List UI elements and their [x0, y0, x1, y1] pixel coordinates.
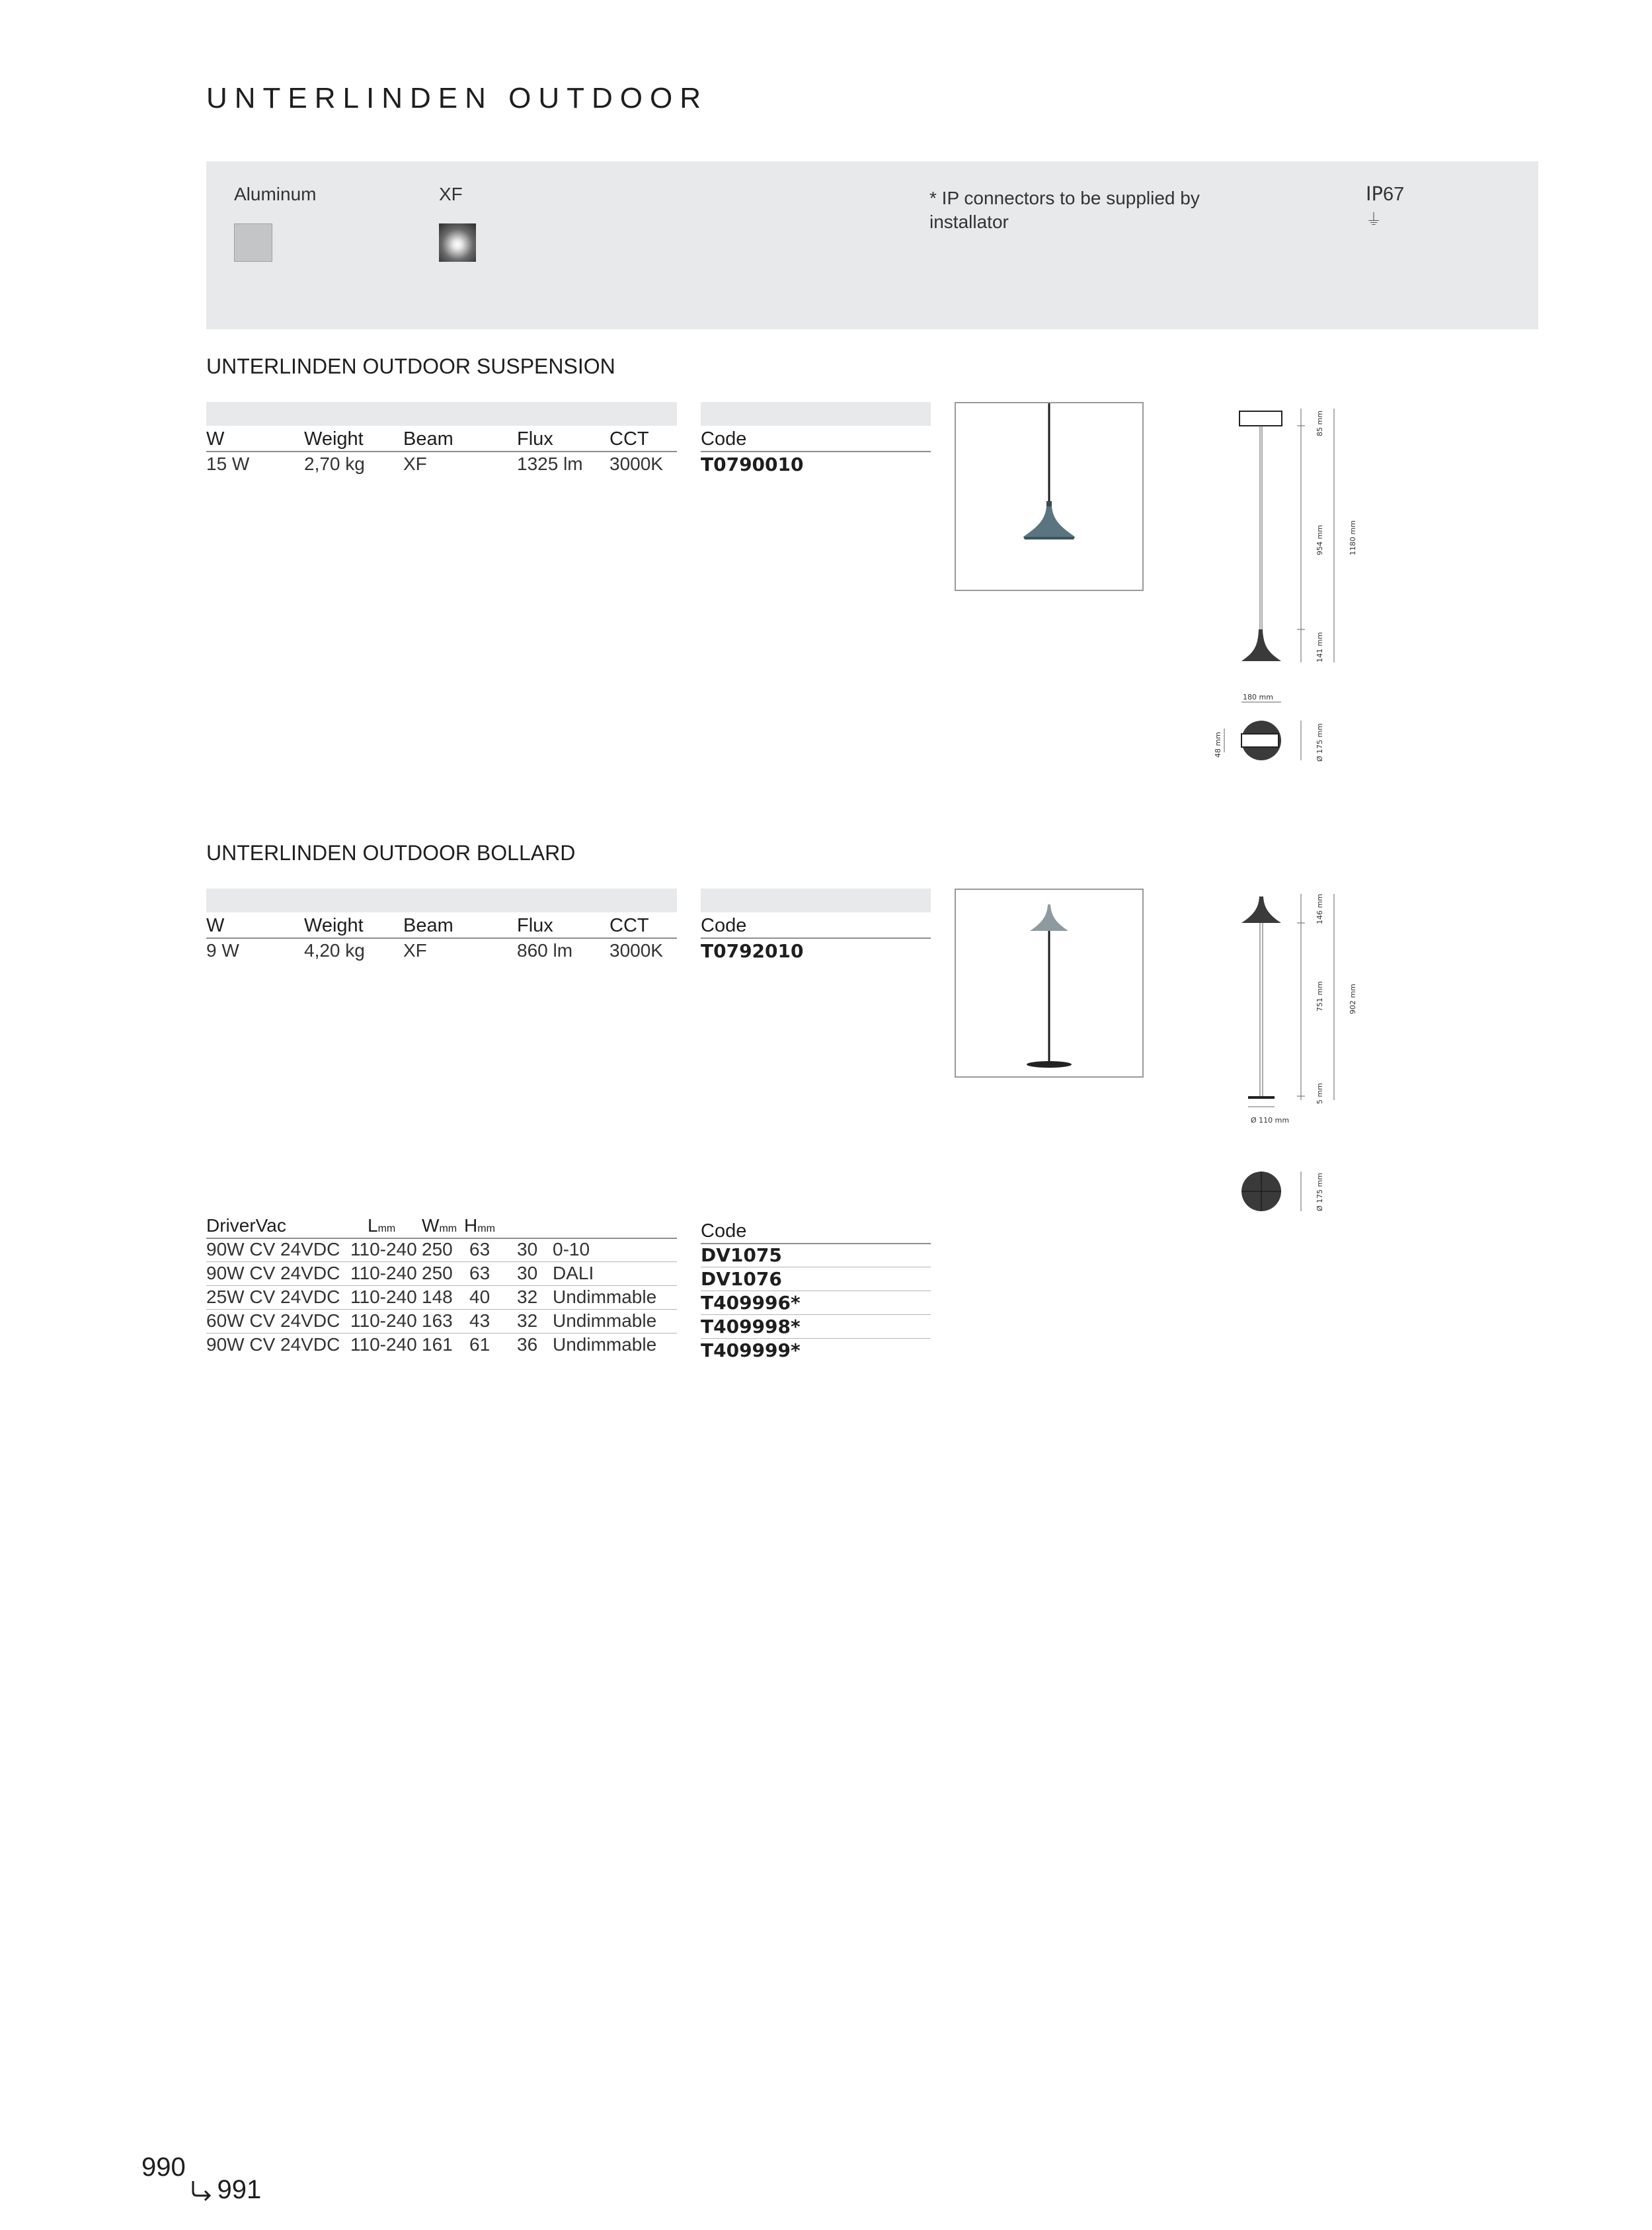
- driver-w: 63: [469, 1239, 491, 1259]
- header-w: W: [206, 428, 225, 450]
- driver-row-divider: [206, 1285, 677, 1286]
- return-arrow-icon: [188, 2177, 214, 2204]
- header-flux: Flux: [517, 915, 553, 936]
- header-beam: Beam: [403, 428, 453, 450]
- driver-header-l-label: L: [368, 1215, 378, 1236]
- bollard-flux: 860 lm: [517, 940, 573, 961]
- page-number: 990: [141, 2153, 186, 2182]
- driver-name: 90W CV 24VDC: [206, 1334, 340, 1355]
- ip-prefix: IP: [1366, 182, 1384, 205]
- driver-vac: 110-240: [350, 1334, 417, 1355]
- header-cct: CCT: [610, 428, 649, 450]
- driver-header-h-label: H: [464, 1215, 478, 1236]
- driver-l: 250: [422, 1263, 453, 1283]
- suspension-code-bar: [701, 402, 931, 426]
- bollard-beam: XF: [403, 940, 427, 961]
- xf-optic-icon: [439, 223, 476, 262]
- driver-w: 61: [469, 1334, 491, 1355]
- driver-header-l: [368, 1215, 395, 1236]
- header-code: Code: [701, 428, 747, 450]
- dim-top: 85 mm: [1316, 411, 1324, 436]
- bollard-rule: [206, 937, 677, 939]
- driver-row-divider: [206, 1261, 677, 1262]
- dim-stem: 751 mm: [1316, 981, 1324, 1012]
- suspension-code-rule: [701, 451, 931, 452]
- header-weight: Weight: [304, 915, 364, 936]
- suspension-flux: 1325 lm: [517, 454, 583, 474]
- bollard-table-bar: [206, 889, 677, 912]
- dim-stem: 954 mm: [1316, 525, 1324, 555]
- driver-dimming: Undimmable: [553, 1334, 657, 1355]
- driver-row-divider: [206, 1333, 677, 1334]
- page-title: UNTERLINDEN OUTDOOR: [206, 82, 709, 114]
- header-flux: Flux: [517, 428, 553, 450]
- suspension-dimension-drawing: [1190, 397, 1375, 774]
- suspension-rule: [206, 451, 677, 452]
- suspension-beam: XF: [403, 454, 427, 474]
- driver-w: 40: [469, 1287, 491, 1307]
- driver-vac: 110-240: [350, 1239, 417, 1259]
- bollard-weight: 4,20 kg: [304, 940, 365, 961]
- driver-l: 250: [422, 1239, 453, 1259]
- driver-code-divider: [701, 1314, 931, 1315]
- driver-name: 25W CV 24VDC: [206, 1287, 340, 1307]
- driver-header-h-unit: mm: [477, 1223, 495, 1234]
- driver-row-divider: [206, 1309, 677, 1310]
- dim-total: 1180 mm: [1349, 520, 1357, 555]
- bollard-cct: 3000K: [610, 940, 663, 961]
- bollard-product-image: [955, 889, 1144, 1078]
- dim-shade: 146 mm: [1316, 894, 1324, 924]
- driver-header-w: [422, 1215, 457, 1236]
- suspension-weight: 2,70 kg: [304, 454, 365, 474]
- driver-l: 148: [422, 1287, 453, 1307]
- header-beam: Beam: [403, 915, 453, 936]
- driver-h: 32: [517, 1310, 538, 1331]
- ip-value: 67: [1383, 184, 1405, 205]
- driver-l: 161: [422, 1334, 453, 1355]
- driver-l: 163: [422, 1310, 453, 1331]
- driver-vac: 110-240: [350, 1310, 417, 1331]
- finish-label: Aluminum: [234, 184, 317, 204]
- driver-code: DV1075: [701, 1244, 782, 1266]
- bollard-code: T0792010: [701, 940, 804, 962]
- bollard-lamp-icon: [956, 890, 1142, 1076]
- driver-header-w-label: W: [422, 1215, 440, 1236]
- dim-canopy: 180 mm: [1243, 693, 1273, 701]
- driver-h: 30: [517, 1263, 538, 1283]
- class-symbol-icon: ⏚: [1366, 211, 1382, 229]
- dim-base-diameter: Ø 110 mm: [1251, 1116, 1290, 1125]
- driver-h: 32: [517, 1287, 538, 1307]
- driver-h: 30: [517, 1239, 538, 1259]
- driver-dimming: DALI: [553, 1263, 594, 1283]
- driver-name: 90W CV 24VDC: [206, 1263, 340, 1283]
- driver-dimming: 0-10: [553, 1239, 590, 1259]
- finish-info-panel: [206, 161, 1538, 329]
- driver-header-name: DriverVac: [206, 1215, 286, 1236]
- bollard-title: UNTERLINDEN OUTDOOR BOLLARD: [206, 841, 576, 865]
- ip-note: * IP connectors to be supplied by installator: [929, 188, 1200, 232]
- next-page-number: 991: [217, 2175, 262, 2204]
- driver-header-l-unit: mm: [377, 1223, 396, 1234]
- driver-w: 63: [469, 1263, 491, 1283]
- header-w: W: [206, 915, 225, 936]
- bollard-code-rule: [701, 937, 931, 939]
- driver-code: T409999*: [701, 1339, 801, 1361]
- dim-total: 902 mm: [1349, 984, 1357, 1014]
- driver-w: 43: [469, 1310, 491, 1331]
- driver-vac: 110-240: [350, 1287, 417, 1307]
- ip-rating: [1366, 182, 1404, 206]
- bollard-w: 9 W: [206, 940, 239, 961]
- dim-depth: 48 mm: [1214, 732, 1222, 758]
- header-cct: CCT: [610, 915, 649, 936]
- header-code: Code: [701, 915, 747, 936]
- suspension-lamp-icon: [956, 403, 1142, 590]
- driver-name: 60W CV 24VDC: [206, 1310, 340, 1331]
- driver-code: T409998*: [701, 1316, 801, 1337]
- suspension-w: 15 W: [206, 454, 250, 474]
- bollard-dimension-drawing: [1190, 886, 1375, 1216]
- driver-code-divider: [701, 1338, 931, 1339]
- suspension-title: UNTERLINDEN OUTDOOR SUSPENSION: [206, 354, 615, 378]
- dim-shade: 141 mm: [1316, 632, 1324, 662]
- optic-label: XF: [439, 184, 463, 204]
- driver-dimming: Undimmable: [553, 1310, 657, 1331]
- next-page-link[interactable]: [188, 2175, 261, 2205]
- driver-header-h: [464, 1215, 495, 1236]
- driver-header-w-unit: mm: [439, 1223, 457, 1234]
- suspension-product-image: [955, 402, 1144, 591]
- driver-vac: 110-240: [350, 1263, 417, 1283]
- aluminum-swatch: [234, 223, 272, 262]
- suspension-cct: 3000K: [610, 454, 663, 474]
- driver-name: 90W CV 24VDC: [206, 1239, 340, 1259]
- dim-base-height: 5 mm: [1316, 1083, 1324, 1104]
- driver-code: T409996*: [701, 1292, 801, 1314]
- suspension-table-bar: [206, 402, 677, 426]
- driver-dimming: Undimmable: [553, 1287, 657, 1307]
- bollard-code-bar: [701, 889, 931, 912]
- driver-h: 36: [517, 1334, 538, 1355]
- header-weight: Weight: [304, 428, 364, 450]
- dim-diameter: Ø 175 mm: [1316, 1172, 1324, 1211]
- driver-header-code: Code: [701, 1220, 747, 1242]
- dim-diameter: Ø 175 mm: [1316, 723, 1324, 762]
- driver-code: DV1076: [701, 1268, 782, 1290]
- suspension-code: T0790010: [701, 454, 804, 475]
